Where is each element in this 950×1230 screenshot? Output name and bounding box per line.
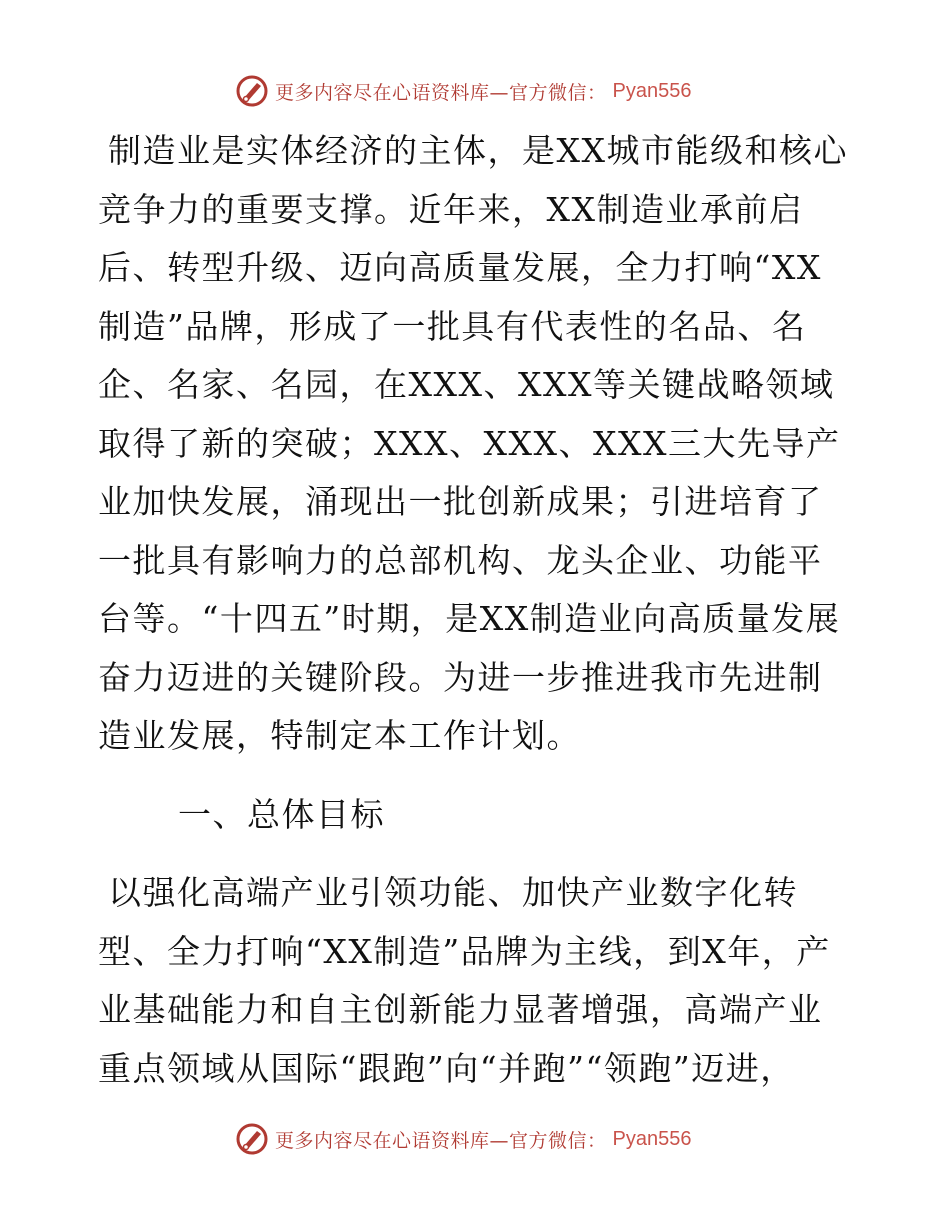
paragraph-intro: 制造业是实体经济的主体，是XX城市能级和核心竞争力的重要支撑。近年来，XX制造业承前启后、转型升级、迈向高质量发展，全力打响“XX制造”品牌，形成了一批具有代表性的名品、名企、名家、名园，在XXX、XXX等关键战略领域取得了新的突破；XXX、XXX、XXX三大先导产业加快发展，涌现出一批创新成果；引进培育了一批具有影响力的总部机构、龙头企业、功能平台等。“十四五”时期，是XX制造业向高质量发展奋力迈进的关键阶段。为进一步推进我市先进制造业发展，特制定本工作计划。	[98, 131, 848, 755]
watermark-text: 更多内容尽在心语资料库—官方微信：	[275, 81, 607, 104]
pen-seal-icon	[235, 74, 269, 108]
watermark-footer	[235, 1122, 691, 1156]
document-body	[98, 122, 853, 1098]
watermark-text: 更多内容尽在心语资料库—官方微信：	[275, 1129, 607, 1152]
paragraph-goal: 以强化高端产业引领功能、加快产业数字化转型、全力打响“XX制造”品牌为主线，到X年，产业基础能力和自主创新能力显著增强，高端产业重点领域从国际“跟跑”向“并跑”“领跑”迈进，	[98, 873, 831, 1088]
pen-seal-icon	[235, 1122, 269, 1156]
watermark-header	[235, 74, 691, 108]
watermark-id: Pyan556	[612, 1127, 692, 1150]
watermark-id: Pyan556	[612, 79, 692, 102]
section-heading-overall-goal: 一、总体目标	[178, 794, 385, 834]
